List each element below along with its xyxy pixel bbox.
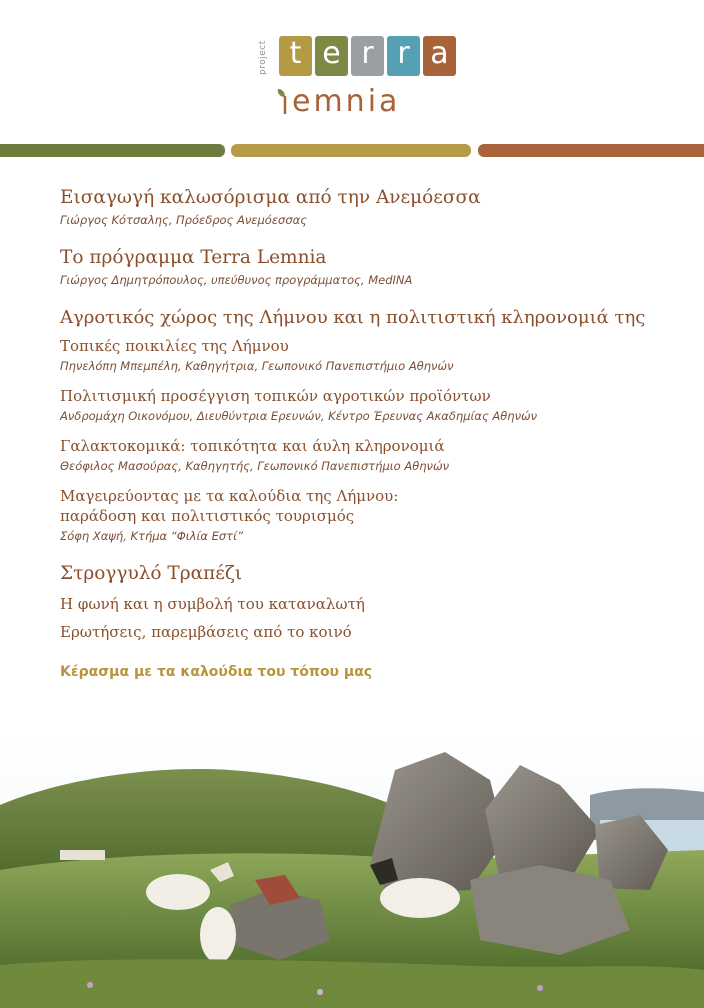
logo-tile: r: [387, 36, 420, 76]
program-list: [60, 186, 680, 680]
roundtable-item: Ερωτήσεις, παρεμβάσεις από το κοινό: [60, 623, 352, 641]
roundtable-title: Στρογγυλό Τραπέζι: [60, 563, 243, 584]
talk-item: [60, 436, 680, 474]
band-rust: [478, 144, 704, 157]
logo-tiles: [279, 36, 456, 76]
talk-speaker: Ανδρομάχη Οικονόμου, Διευθύντρια Ερευνών, Κέντρο Έρευνας Ακαδημίας Αθηνών: [60, 409, 538, 423]
talk-speaker: Θεόφιλος Μασούρας, Καθηγητής, Γεωπονικό Πανεπιστήμιο Αθηνών: [60, 459, 450, 473]
closing-refreshment: Κέρασμα με τα καλούδια του τόπου μας: [60, 664, 373, 680]
roundtable: [60, 562, 680, 586]
talk-title: Πολιτισμική προσέγγιση τοπικών αγροτικών προϊόντων: [60, 387, 491, 405]
logo-tile: e: [315, 36, 348, 76]
talk-item: [60, 386, 680, 424]
program-speaker: Γιώργος Δημητρόπουλος, υπεύθυνος προγράμματος, MedINA: [60, 273, 413, 287]
landscape-photo: [0, 730, 704, 1008]
talk-title: Γαλακτοκομικά: τοπικότητα και άυλη κληρονομιά: [60, 437, 445, 455]
section-title: Αγροτικός χώρος της Λήμνου και η πολιτιστική κληρονομιά της: [60, 307, 646, 328]
program-item: [60, 186, 680, 228]
program-item: [60, 246, 680, 288]
talk-title: Μαγειρεύοντας με τα καλούδια της Λήμνου:: [60, 487, 399, 505]
logo-tile: r: [351, 36, 384, 76]
logo-tile: t: [279, 36, 312, 76]
band-gold: [231, 144, 471, 157]
program-title: Το πρόγραμμα Terra Lemnia: [60, 247, 327, 268]
talk-speaker: Πηνελόπη Μπεμπέλη, Καθηγήτρια, Γεωπονικό Πανεπιστήμιο Αθηνών: [60, 359, 454, 373]
talk-title: Τοπικές ποικιλίες της Λήμνου: [60, 337, 289, 355]
logo-project-label: project: [258, 40, 268, 75]
talk-item: [60, 336, 680, 374]
section-heading: [60, 306, 680, 330]
talk-title-cont: παράδοση και πολιτιστικός τουρισμός: [60, 507, 355, 525]
roundtable-item: Η φωνή και η συμβολή του καταναλωτή: [60, 595, 365, 613]
talk-item: [60, 486, 680, 544]
sprout-icon: [276, 86, 292, 116]
logo-tile: a: [423, 36, 456, 76]
band-green: [0, 144, 225, 157]
terra-lemnia-logo: [258, 30, 449, 125]
welcome-speaker: Γιώργος Κότσαλης, Πρόεδρος Ανεμόεσσας: [60, 213, 307, 227]
talk-speaker: Σόφη Χαψή, Κτήμα “Φιλία Εστί”: [60, 529, 243, 543]
logo-lemnia-text: emnia: [292, 84, 401, 119]
welcome-title: Εισαγωγή καλωσόρισμα από την Ανεμόεσσα: [60, 187, 481, 208]
